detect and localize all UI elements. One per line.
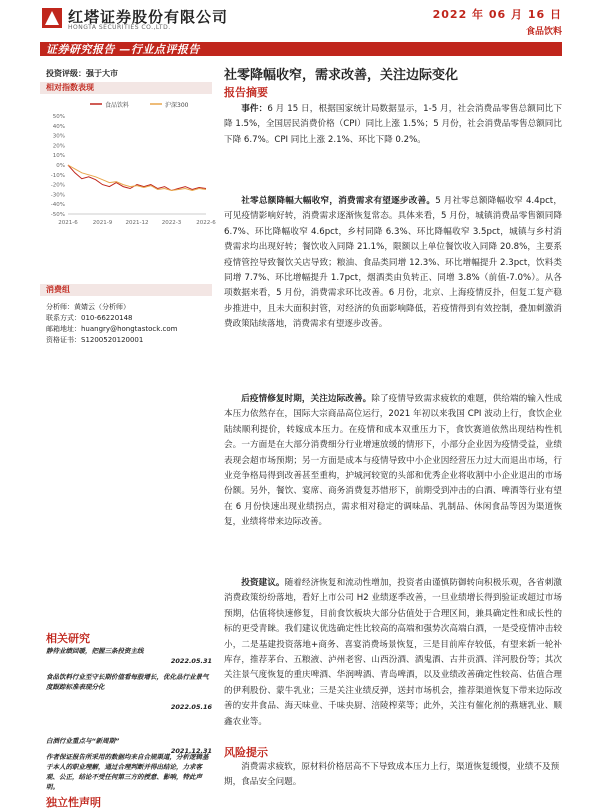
report-type-text: 证券研究报告 —行业点评报告: [46, 43, 200, 56]
related-item[interactable]: [46, 736, 212, 755]
relative-index-chart: [40, 96, 216, 236]
x-tick-label: 2021-12: [125, 220, 149, 226]
independence-statement-text: 作者保证报告所采用的数据均来自合规渠道，分析逻辑基于本人的职业理解，通过合理判断并得出结论，力求客观、公正，结论不受任何第三方的授意、影响，特此声明。: [46, 753, 209, 791]
related-item-date: 2021.12.31: [170, 747, 212, 755]
industry-label: 食品饮料: [525, 27, 562, 37]
y-tick-label: 10%: [52, 153, 65, 160]
company-name: 红塔证券股份有限公司: [68, 8, 229, 26]
independence-statement-title: 独立性声明: [46, 796, 101, 809]
analyst-name: 分析师：黄婧云（分析师）: [46, 303, 130, 311]
legend-label: 食品饮料: [105, 102, 130, 109]
company-name-en: HONGTA SECURITIES CO.,LTD.: [68, 24, 171, 31]
x-tick-label: 2022-6: [196, 220, 216, 226]
paragraph-event: [224, 102, 562, 148]
related-research-title: 相关研究: [46, 632, 90, 645]
y-tick-label: -50%: [50, 212, 65, 218]
analyst-cert: 资格证书：S1200520120001: [46, 336, 144, 344]
analyst-email[interactable]: 邮箱地址：huangry@hongtastock.com: [46, 325, 178, 333]
related-item-date: 2022.05.16: [170, 703, 212, 711]
y-tick-label: -10%: [50, 172, 65, 179]
related-item-text: 白酒行业重点与“新周期”: [46, 737, 120, 745]
paragraph-body: 6 月 15 日，根据国家统计局数据显示，1-5 月，社会消费品零售总额同比下降 1.5%，全国居民消费价格（CPI）同比上涨 1.5%；5 月份，社会消费品零售总额同比下降 6.7%。CPI 同比上涨 2.1%、环比下降 0.2%。: [224, 104, 562, 145]
analyst-header: 消费组: [40, 284, 212, 296]
paragraph-lead: 后疫情修复时期，关注边际改善。: [241, 394, 372, 404]
x-tick-label: 2021-9: [92, 220, 113, 226]
y-tick-label: -40%: [50, 202, 65, 209]
paragraph-lead: 事件：: [241, 104, 268, 114]
investment-rating: 投资评级：强于大市: [46, 69, 118, 78]
risk-text: 消费需求疲软，原材料价格居高不下导致成本压力上行，渠道恢复缓慢，业绩不及预期，食品安全问题。: [224, 762, 560, 787]
related-item-text: 静待业绩回暖，把握三条投资主线: [46, 647, 144, 655]
analyst-phone: 联系方式：010-66220148: [46, 314, 133, 322]
paragraph-retail: [224, 194, 562, 333]
paragraph-lead: 投资建议。: [241, 578, 285, 588]
y-tick-label: -20%: [50, 182, 65, 189]
report-date: 2022 年 06 月 16 日: [432, 8, 562, 21]
report-title: 社零降幅收窄，需求改善，关注边际变化: [224, 68, 459, 83]
y-tick-label: 0%: [56, 163, 65, 169]
risk-heading: 风险提示: [224, 746, 268, 759]
x-tick-label: 2022-3: [161, 220, 182, 226]
paragraph-body: 除了疫情导致需求疲软的难题，供给端的输入性成本压力依然存在，国际大宗商品高位运行，2021 年初以来我国 CPI 波动上行，食饮企业陆续顺利提价，转嫁成本压力。在疫情和成本双重压力下，食饮赛道依然出现结构性机会。一方面是在大部分消费细分行业增速放缓的情形下，小部分企业因为疫情受益，业绩表现会超市场预期；另一方面是成本与疫情导致中小企业因经营压力过大而退出市场，行业竞争格局得到改善甚至重构，护城河较宽的头部和优秀企业将收割中小企业退出的市场份额。另外，餐饮、宴席、商务消费复苏惜形下，前期受到冲击的白酒、啤酒等行业有望在 6 月份快速出现业绩拐点，需求相对稳定的调味品、乳制品、休闲食品等因为渠道恢复，业绩将带来边际改善。: [224, 394, 562, 528]
paragraph-recovery: [224, 392, 562, 531]
related-item[interactable]: [46, 672, 212, 711]
paragraph-body: 5 月社零总额降幅收窄 4.4pct，可见疫情影响好转，消费需求逐渐恢复常态。具体来看，5 月份，城镇消费品零售额同降 6.7%、环比降幅收窄 4.6pct，乡村同降 6.3%、环比降幅收窄 3.5pct，城镇与乡村消费需求均出现好转；餐饮收入同降 21.1%，限额以上单位餐饮收入同降 20.8%，主要系疫情管控导致餐饮关店导致；粮油、食品类同增 12.3%、环比增幅提升 2.3pct，饮料类同增 7.7%、环比增幅提升 1.7pct，烟酒类由负转正、同增 3.8%（前值-7.0%）。从各项数据来看，5 月份，消费需求环比改善。6 月份，北京、上海疫情反扑，但复工复产稳步推进中，且未大面积封管，对经济的负面影响降低，若疫情得到有效控制，叠加刺激消费政策陆续落地，消费需求有望逐步改善。: [224, 196, 562, 330]
paragraph-investment: [224, 576, 562, 730]
series-line: [68, 165, 206, 191]
y-tick-label: -30%: [50, 192, 65, 199]
paragraph-body: 随着经济恢复和流动性增加，投资者由谨慎防御转向积极乐观，各省刺激消费政策纷纷落地，看好上市公司 H2 业绩逐季改善，一旦业绩增长得到验证或超过市场预期，估值将快速修复，目前食饮板块大部分估值处于合理区间，兼具确定性和成长性的标的更受青睐。我们建议优选确定性比较高的高端和强势次高端白酒，一是受疫情冲击较小，二是基建投资落地+商务、喜宴消费场景恢复，三是目前库存较低，有望来新一轮补库存，推荐茅台、五粮液、泸州老窖、山西汾酒、酒鬼酒、古井贡酒、洋河股份等；其次关注景气度恢复的重庆啤酒、华润啤酒、青岛啤酒，以及业绩改善确定性较高、估值合理的伊利股份、蒙牛乳业；三是关注业绩反弹，送封市场机会，推荐渠道恢复下带来边际改善的安井食品、海天味业、千味央厨、涪陵榨菜等；此外，关注有催化剂的燕塘乳业、顺鑫农业等。: [224, 578, 562, 727]
y-tick-label: 40%: [52, 123, 65, 130]
y-tick-label: 20%: [52, 143, 65, 150]
summary-heading: 报告摘要: [224, 86, 268, 99]
company-logo: [40, 6, 64, 30]
related-item-date: 2022.05.31: [170, 657, 212, 665]
y-tick-label: 50%: [52, 114, 65, 120]
x-tick-label: 2021-6: [58, 220, 78, 226]
legend-label: 沪深300: [165, 102, 189, 109]
related-item-text: 食品饮料行业至守长期价值看每股增长，优化品行业景气度跟踪标准表现分化: [46, 673, 209, 691]
relative-index-header: 相对指数表现: [40, 82, 212, 94]
paragraph-lead: 社零总额降幅大幅收窄，消费需求有望逐步改善。: [241, 196, 436, 206]
related-item[interactable]: [46, 646, 212, 665]
y-tick-label: 30%: [52, 133, 65, 140]
